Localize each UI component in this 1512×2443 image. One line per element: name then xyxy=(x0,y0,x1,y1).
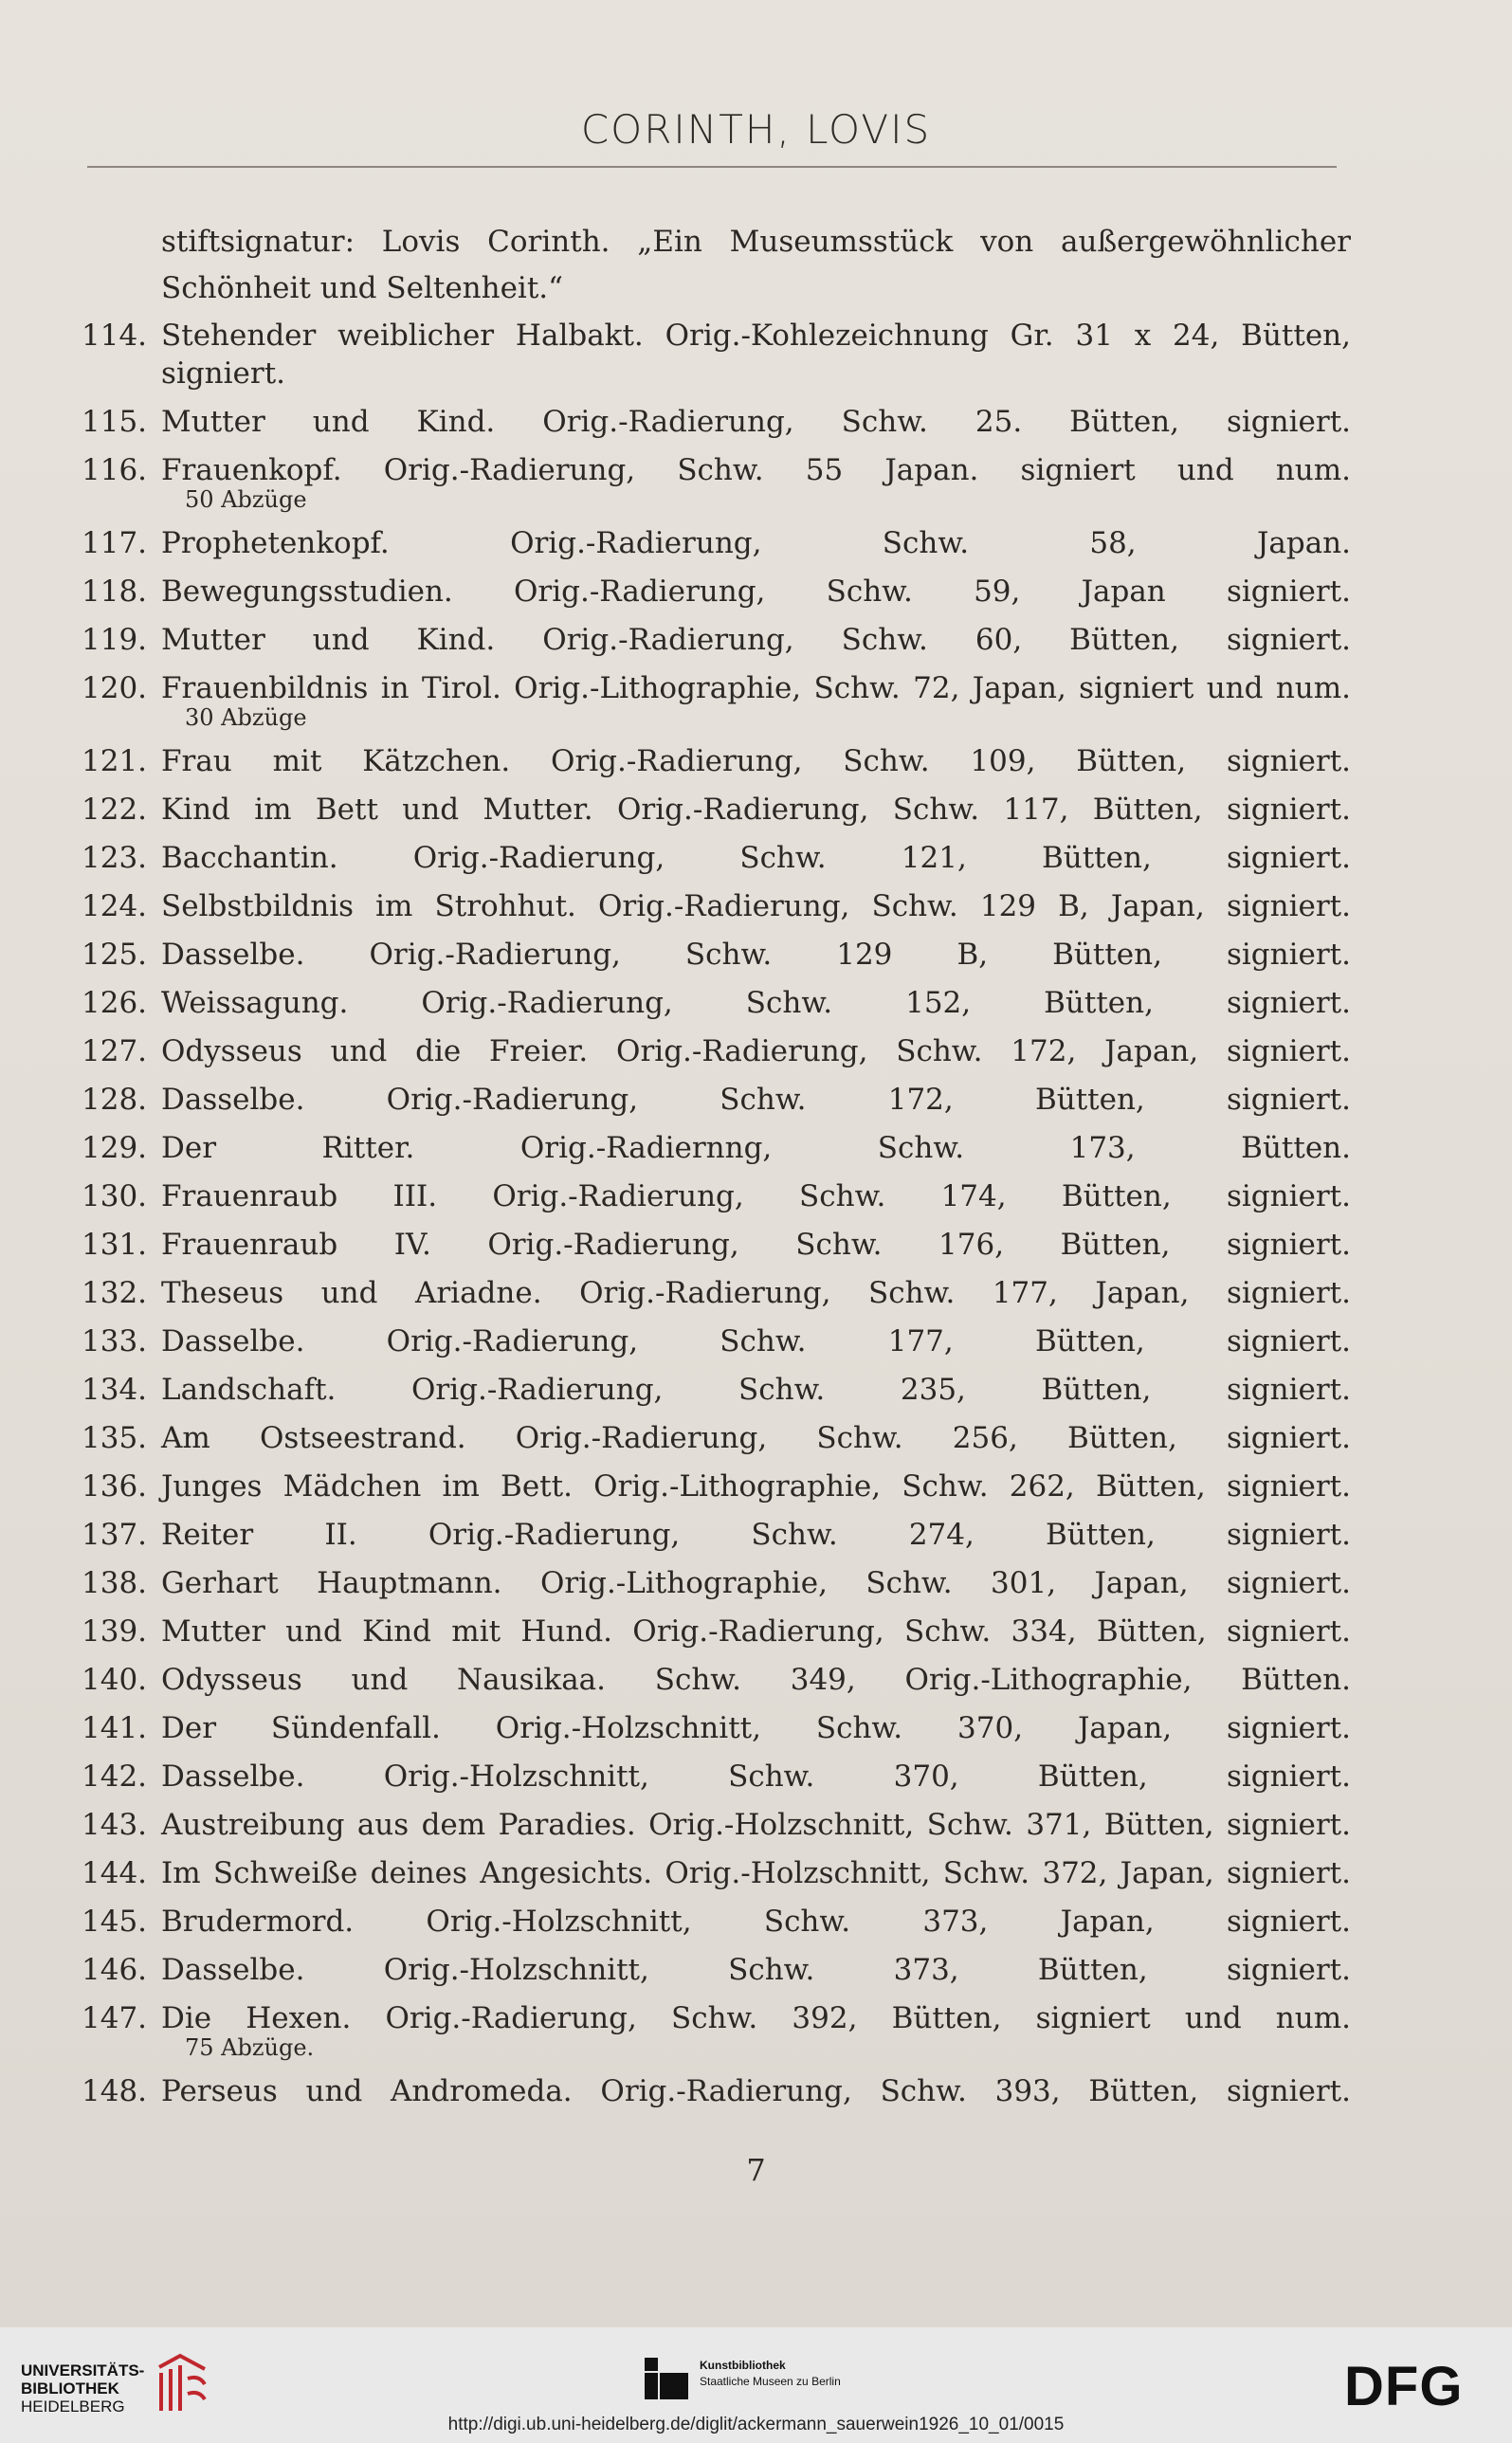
entry-text: Der Sündenfall. Orig.-Holzschnitt, Schw. 370, Japan, signiert. xyxy=(161,1711,1351,1745)
entry-text: Frauenraub IV. Orig.-Radierung, Schw. 176, Bütten, signiert. xyxy=(161,1228,1351,1262)
entry-text: Frau mit Kätzchen. Orig.-Radierung, Schw. 109, Bütten, signiert. xyxy=(161,744,1351,778)
entry-number: 128. xyxy=(82,1083,148,1117)
entry-number: 146. xyxy=(82,1953,148,1987)
entry-text: Die Hexen. Orig.-Radierung, Schw. 392, Bütten, signiert und num. xyxy=(161,2001,1351,2035)
entry-text: Perseus und Andromeda. Orig.-Radierung, Schw. 393, Bütten, signiert. xyxy=(161,2074,1351,2108)
edition-note: 30 Abzüge xyxy=(185,704,307,731)
entry-text: Weissagung. Orig.-Radierung, Schw. 152, Bütten, signiert. xyxy=(161,986,1351,1020)
entry-text: Gerhart Hauptmann. Orig.-Lithographie, Schw. 301, Japan, signiert. xyxy=(161,1566,1351,1600)
entry-number: 121. xyxy=(82,744,148,778)
entry-number: 126. xyxy=(82,986,148,1020)
entry-number: 139. xyxy=(82,1614,148,1649)
entry-number: 118. xyxy=(82,574,148,609)
entry-text: Dasselbe. Orig.-Holzschnitt, Schw. 370, Bütten, signiert. xyxy=(161,1759,1351,1794)
entry-number: 134. xyxy=(82,1373,148,1407)
entry-number: 114. xyxy=(82,319,148,353)
entry-number: 130. xyxy=(82,1179,148,1213)
entry-number: 123. xyxy=(82,841,148,875)
entry-text: Theseus und Ariadne. Orig.-Radierung, Schw. 177, Japan, signiert. xyxy=(161,1276,1351,1310)
entry-number: 136. xyxy=(82,1469,148,1504)
entry-text: Stehender weiblicher Halbakt. Orig.-Kohlezeichnung Gr. 31 x 24, Bütten, xyxy=(161,319,1351,353)
entry-number: 122. xyxy=(82,793,148,827)
dfg-logo: DFG xyxy=(1344,2356,1464,2417)
page-number: 7 xyxy=(746,2152,766,2188)
entry-number: 143. xyxy=(82,1808,148,1842)
entry-text: Junges Mädchen im Bett. Orig.-Lithographie, Schw. 262, Bütten, signiert. xyxy=(161,1469,1351,1504)
library-logo-icon xyxy=(152,2352,210,2415)
entry-number: 141. xyxy=(82,1711,148,1745)
entry-number: 127. xyxy=(82,1034,148,1068)
page-header: CORINTH, LOVIS xyxy=(580,106,932,153)
intro-line: stiftsignatur: Lovis Corinth. „Ein Museumsstück von außergewöhnlicher xyxy=(161,225,1351,259)
entry-text: Brudermord. Orig.-Holzschnitt, Schw. 373, Japan, signiert. xyxy=(161,1905,1351,1939)
entry-number: 131. xyxy=(82,1228,148,1262)
entry-number: 129. xyxy=(82,1131,148,1165)
entry-text: Reiter II. Orig.-Radierung, Schw. 274, Bütten, signiert. xyxy=(161,1518,1351,1552)
entry-text: Mutter und Kind. Orig.-Radierung, Schw. 25. Bütten, signiert. xyxy=(161,405,1351,439)
entry-text: Im Schweiße deines Angesichts. Orig.-Holzschnitt, Schw. 372, Japan, signiert. xyxy=(161,1856,1351,1890)
digitization-footer xyxy=(0,2327,1512,2443)
entry-text: Der Ritter. Orig.-Radiernng, Schw. 173, Bütten. xyxy=(161,1131,1351,1165)
entry-number: 115. xyxy=(82,405,148,439)
intro-line: Schönheit und Seltenheit.“ xyxy=(161,271,564,305)
entry-text: Frauenraub III. Orig.-Radierung, Schw. 174, Bütten, signiert. xyxy=(161,1179,1351,1213)
source-url[interactable]: http://digi.ub.uni-heidelberg.de/diglit/ackermann_sauerwein1926_10_01/0015 xyxy=(447,2415,1065,2434)
entry-text: Dasselbe. Orig.-Holzschnitt, Schw. 373, Bütten, signiert. xyxy=(161,1953,1351,1987)
entry-number: 120. xyxy=(82,671,148,705)
entry-number: 147. xyxy=(82,2001,148,2035)
entry-number: 125. xyxy=(82,938,148,972)
edition-note: 75 Abzüge. xyxy=(185,2034,315,2061)
entry-text: Dasselbe. Orig.-Radierung, Schw. 172, Bütten, signiert. xyxy=(161,1083,1351,1117)
entry-number: 124. xyxy=(82,889,148,923)
entry-text: Am Ostseestrand. Orig.-Radierung, Schw. 256, Bütten, signiert. xyxy=(161,1421,1351,1455)
entry-number: 140. xyxy=(82,1663,148,1697)
entry-number: 133. xyxy=(82,1324,148,1358)
edition-note: 50 Abzüge xyxy=(185,486,307,513)
entry-number: 144. xyxy=(82,1856,148,1890)
kunstbibliothek-label: Kunstbibliothek Staatliche Museen zu Berlin xyxy=(700,2359,841,2388)
entry-text: Bewegungsstudien. Orig.-Radierung, Schw. 59, Japan signiert. xyxy=(161,574,1351,609)
entry-text: Mutter und Kind mit Hund. Orig.-Radierung, Schw. 334, Bütten, signiert. xyxy=(161,1614,1351,1649)
entry-number: 117. xyxy=(82,526,148,560)
entry-text: Dasselbe. Orig.-Radierung, Schw. 177, Bütten, signiert. xyxy=(161,1324,1351,1358)
entry-number: 116. xyxy=(82,453,148,487)
entry-text: Dasselbe. Orig.-Radierung, Schw. 129 B, Bütten, signiert. xyxy=(161,938,1351,972)
entry-text: Frauenkopf. Orig.-Radierung, Schw. 55 Japan. signiert und num. xyxy=(161,453,1351,487)
entry-text: Austreibung aus dem Paradies. Orig.-Holzschnitt, Schw. 371, Bütten, signiert. xyxy=(161,1808,1351,1842)
entry-text: Selbstbildnis im Strohhut. Orig.-Radierung, Schw. 129 B, Japan, signiert. xyxy=(161,889,1351,923)
entry-text: Kind im Bett und Mutter. Orig.-Radierung, Schw. 117, Bütten, signiert. xyxy=(161,793,1351,827)
entry-number: 135. xyxy=(82,1421,148,1455)
entry-number: 132. xyxy=(82,1276,148,1310)
entry-number: 142. xyxy=(82,1759,148,1794)
entry-text: Odysseus und die Freier. Orig.-Radierung, Schw. 172, Japan, signiert. xyxy=(161,1034,1351,1068)
header-rule xyxy=(87,166,1337,168)
kunstbibliothek-logo-icon xyxy=(645,2358,688,2399)
entry-text: Prophetenkopf. Orig.-Radierung, Schw. 58, Japan. xyxy=(161,526,1351,560)
entry-number: 145. xyxy=(82,1905,148,1939)
entry-number: 137. xyxy=(82,1518,148,1552)
entry-number: 119. xyxy=(82,623,148,657)
entry-text: Bacchantin. Orig.-Radierung, Schw. 121, Bütten, signiert. xyxy=(161,841,1351,875)
entry-number: 138. xyxy=(82,1566,148,1600)
entry-text: Odysseus und Nausikaa. Schw. 349, Orig.-Lithographie, Bütten. xyxy=(161,1663,1351,1697)
entry-text: Frauenbildnis in Tirol. Orig.-Lithographie, Schw. 72, Japan, signiert und num. xyxy=(161,671,1351,705)
entry-text: signiert. xyxy=(161,356,286,391)
library-name: UNIVERSITÄTS- BIBLIOTHEK HEIDELBERG xyxy=(21,2361,145,2416)
entry-text: Mutter und Kind. Orig.-Radierung, Schw. 60, Bütten, signiert. xyxy=(161,623,1351,657)
entry-number: 148. xyxy=(82,2074,148,2108)
entry-text: Landschaft. Orig.-Radierung, Schw. 235, Bütten, signiert. xyxy=(161,1373,1351,1407)
